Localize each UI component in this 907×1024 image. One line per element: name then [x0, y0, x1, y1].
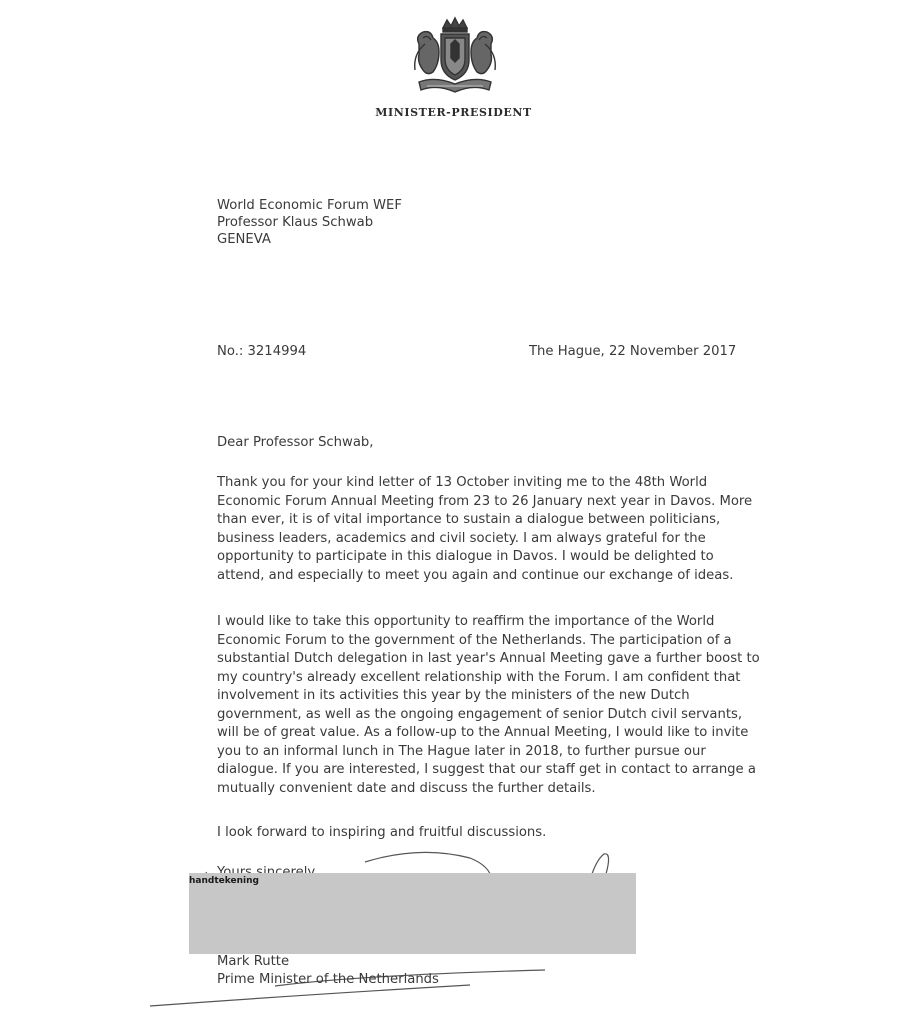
coat-of-arms-icon: [405, 14, 505, 98]
body-paragraph: [217, 474, 752, 585]
paragraph-line: Economic Forum Annual Meeting from 23 to 26 January next year in Davos. More: [217, 493, 753, 509]
paragraph-line: business leaders, academics and civil society. I am always grateful for the: [217, 530, 706, 546]
recipient-line: World Economic Forum WEF: [217, 198, 402, 213]
reference-number: No.: 3214994: [217, 344, 307, 359]
paragraph-line: I would like to take this opportunity to reaffirm the importance of the World: [217, 614, 715, 629]
paragraph-line: you to an informal lunch in The Hague later in 2018, to further pursue our: [217, 743, 706, 759]
recipient-address: [217, 197, 402, 249]
closing-remark: I look forward to inspiring and fruitful discussions.: [217, 825, 547, 840]
paragraph-line: dialogue. If you are interested, I suggest that our staff get in contact to arrange a: [217, 762, 756, 777]
recipient-line: Professor Klaus Schwab: [217, 215, 374, 231]
redaction-label: handtekening: [189, 876, 259, 886]
paragraph-line: attend, and especially to meet you again and continue our exchange of ideas.: [217, 567, 734, 583]
paragraph-line: than ever, it is of vital importance to sustain a dialogue between politicians,: [217, 512, 721, 527]
paragraph-line: my country's already excellent relationship with the Forum. I am confident that: [217, 669, 741, 685]
signer-name: Mark Rutte: [217, 954, 290, 969]
salutation: Dear Professor Schwab,: [217, 435, 374, 450]
signer-title: Prime Minister of the Netherlands: [217, 971, 439, 987]
paragraph-line: substantial Dutch delegation in last year's Annual Meeting gave a further boost to: [217, 651, 760, 666]
paragraph-line: will be of great value. As a follow-up to the Annual Meeting, I would like to invite: [217, 725, 749, 740]
paragraph-line: Thank you for your kind letter of 13 October inviting me to the 48th World: [217, 475, 708, 490]
paragraph-line: mutually convenient date and discuss the further details.: [217, 780, 596, 796]
paragraph-line: government, as well as the ongoing engagement of senior Dutch civil servants,: [217, 706, 743, 722]
paragraph-line: opportunity to participate in this dialogue in Davos. I would be delighted to: [217, 549, 714, 564]
letterhead-title: MINISTER-PRESIDENT: [375, 106, 532, 119]
place-and-date: The Hague, 22 November 2017: [529, 344, 737, 359]
body-paragraph: [217, 613, 760, 798]
paragraph-line: involvement in its activities this year by the ministers of the new Dutch: [217, 688, 690, 703]
signer-block: [217, 953, 439, 988]
paragraph-line: Economic Forum to the government of the Netherlands. The participation of a: [217, 632, 732, 648]
recipient-line: GENEVA: [217, 232, 271, 248]
